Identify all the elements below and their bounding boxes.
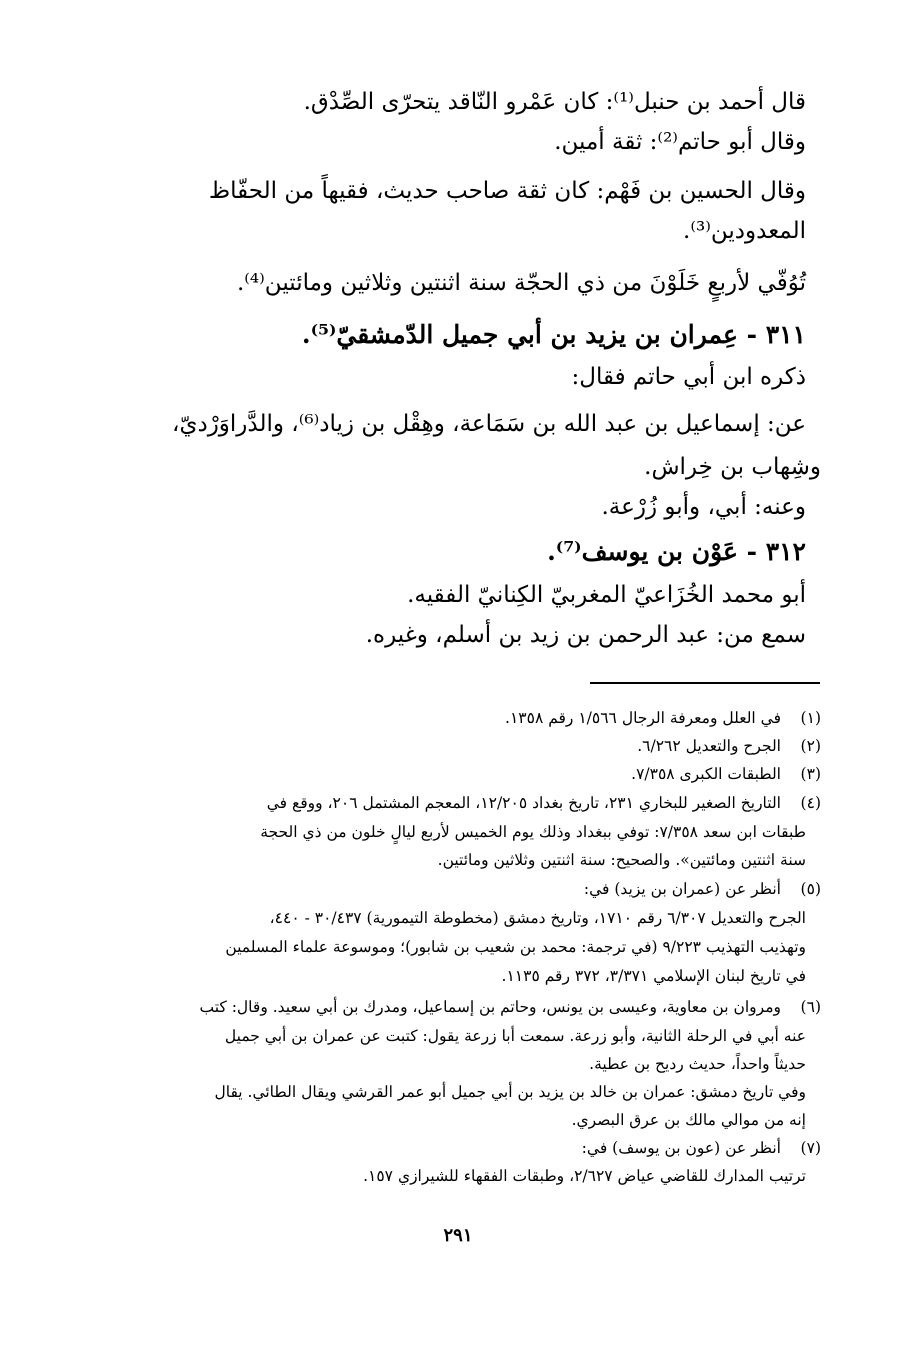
footnote-line: أنظر عن (عمران بن يزيد) في: <box>583 880 781 898</box>
body-line: المعدودين⁽³⁾. <box>683 218 806 244</box>
body-line: وشِهاب بن خِراش. <box>644 454 821 480</box>
entry-heading-312: ٣١٢ - عَوْن بن يوسف⁽⁷⁾. <box>547 537 806 566</box>
footnote-line: طبقات ابن سعد ٧/٣٥٨: توفي ببغداد وذلك يوم الخميس لأربع ليالٍ خلون من ذي الحجة <box>260 823 806 841</box>
body-line: وقال الحسين بن فَهْم: كان ثقة صاحب حديث، فقيهاً من الحفّاظ <box>208 178 806 204</box>
body-line: تُوُفّي لأربعٍ خَلَوْنَ من ذي الحجّة سنة اثنتين وثلاثين ومائتين⁽⁴⁾. <box>236 270 806 296</box>
footnote-divider <box>590 682 820 684</box>
footnote-line: الجرح والتعديل ٦/٣٠٧ رقم ١٧١٠، وتاريخ دمشق (مخطوطة التيمورية) ٣٠/٤٣٧ - ٤٤٠، <box>269 909 806 927</box>
footnote-marker: (١) <box>800 709 821 727</box>
footnote-marker: (٤) <box>800 794 821 812</box>
footnote-line: الجرح والتعديل ٦/٢٦٢. <box>637 737 781 755</box>
footnote-marker: (٦) <box>800 998 821 1016</box>
page-number: ٢٩١ <box>443 1225 473 1246</box>
footnote-line: ومروان بن معاوية، وعيسى بن يونس، وحاتم بن إسماعيل، ومدرك بن أبي سعيد. وقال: كتب <box>199 998 781 1016</box>
footnote-line: التاريخ الصغير للبخاري ٢٣١، تاريخ بغداد ١٢/٢٠٥، المعجم المشتمل ٢٠٦، ووقع في <box>266 794 781 812</box>
footnote-line: في العلل ومعرفة الرجال ١/٥٦٦ رقم ١٣٥٨. <box>505 709 781 727</box>
footnote-marker: (٧) <box>800 1139 821 1157</box>
footnote-line: عنه أبي في الرحلة الثانية، وأبو زرعة. سمعت أبا زرعة يقول: كتبت عن عمران بن أبي جميل <box>224 1027 806 1045</box>
body-line: عن: إسماعيل بن عبد الله بن سَمَاعة، وهِقْل بن زياد⁽⁶⁾، والدَّراوَرْديّ، <box>172 411 806 437</box>
body-line: وعنه: أبي، وأبو زُرْعة. <box>601 494 806 520</box>
entry-heading-311: ٣١١ - عِمران بن يزيد بن أبي جميل الدّمشقيّ⁽⁵⁾. <box>301 320 806 349</box>
body-line: سمع من: عبد الرحمن بن زيد بن أسلم، وغيره. <box>365 622 806 648</box>
footnote-line: سنة اثنتين ومائتين». والصحيح: سنة اثنتين وثلاثين ومائتين. <box>437 851 806 869</box>
footnote-line: وفي تاريخ دمشق: عمران بن خالد بن يزيد بن أبي جميل أبو عمر القرشي ويقال الطائي. يقال <box>214 1083 806 1101</box>
footnote-marker: (٥) <box>800 880 821 898</box>
footnote-line: الطبقات الكبرى ٧/٣٥٨. <box>631 765 781 783</box>
footnote-line: أنظر عن (عون بن يوسف) في: <box>581 1139 781 1157</box>
footnote-line: حديثاً واحداً، حديث رديح بن عطية. <box>589 1055 806 1073</box>
footnote-line: وتهذيب التهذيب ٩/٢٢٣ (في ترجمة: محمد بن شعيب بن شابور)؛ وموسوعة علماء المسلمين <box>225 938 806 956</box>
footnote-line: إنه من موالي مالك بن عرق البصري. <box>571 1111 806 1129</box>
body-line: ذكره ابن أبي حاتم فقال: <box>571 364 806 390</box>
body-line: قال أحمد بن حنبل⁽¹⁾: كان عَمْرو النّاقد يتحرّى الصِّدْق. <box>303 89 806 115</box>
body-line: وقال أبو حاتم⁽²⁾: ثقة أمين. <box>554 129 806 155</box>
footnote-marker: (٢) <box>800 737 821 755</box>
footnote-marker: (٣) <box>800 765 821 783</box>
footnote-line: في تاريخ لبنان الإسلامي ٣/٣٧١، ٣٧٢ رقم ١١٣٥. <box>501 967 806 985</box>
body-line: أبو محمد الخُزَاعيّ المغربيّ الكِنانيّ الفقيه. <box>407 582 806 608</box>
footnote-line: ترتيب المدارك للقاضي عياض ٢/٦٢٧، وطبقات الفقهاء للشيرازي ١٥٧. <box>363 1167 806 1185</box>
